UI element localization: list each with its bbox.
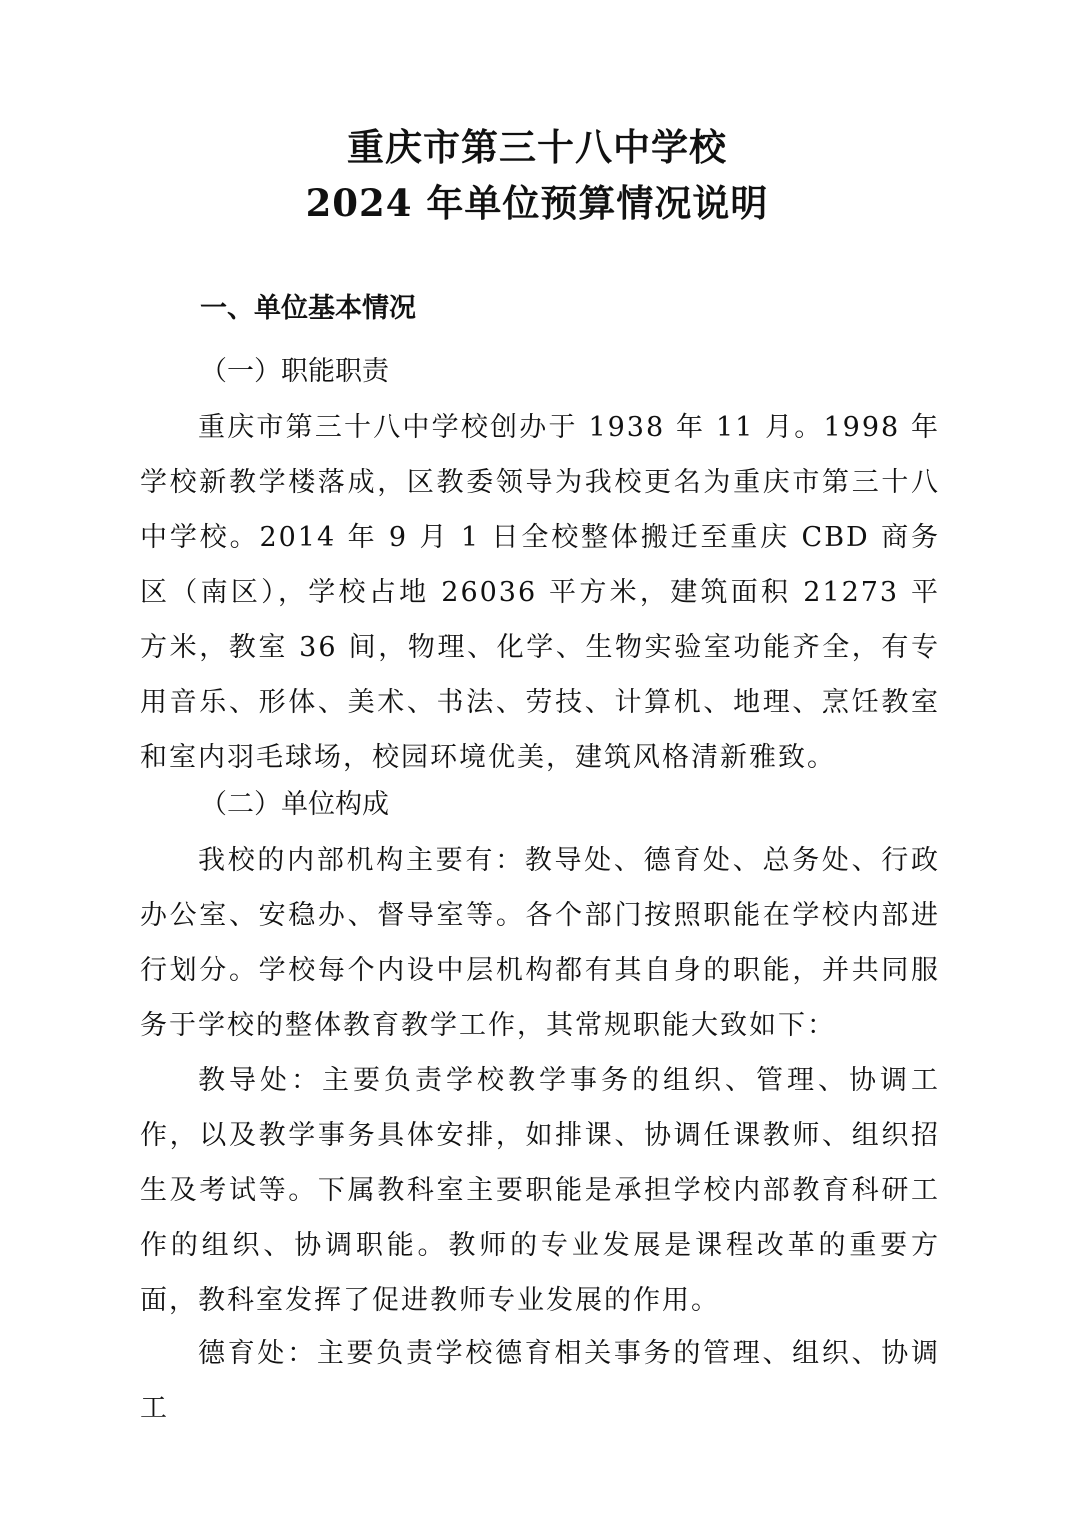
paragraph-academic-affairs: 教导处：主要负责学校教学事务的组织、管理、协调工作，以及教学事务具体安排，如排课、协调任课教师、组织招生及考试等。下属教科室主要职能是承担学校内部教育科研工作的组织、协调职能。教师的专业发展是课程改革的重要方面，教科室发挥了促进教师专业发展的作用。 <box>140 1065 940 1316</box>
paragraph-moral-education: 德育处：主要负责学校德育相关事务的管理、组织、协调工 <box>140 1338 940 1424</box>
subsection-heading-structure: （二）单位构成 <box>200 789 389 820</box>
document-title-line1: 重庆市第三十八中学校 <box>347 125 727 169</box>
paragraph-structure: 我校的内部机构主要有：教导处、德育处、总务处、行政办公室、安稳办、督导室等。各个部门按照职能在学校内部进行划分。学校每个内设中层机构都有其自身的职能，并共同服务于学校的整体教育教学工作，其常规职能大致如下： <box>140 845 940 1041</box>
paragraph-functions: 重庆市第三十八中学校创办于 1938 年 11 月。1998 年学校新教学楼落成，区教委领导为我校更名为重庆市第三十八中学校。2014 年 9 月 1 日全校整体搬迁至重庆 CBD 商务区（南区），学校占地 26036 平方米，建筑面积 21273 平方米，教室 36 间，物理、化学、生物实验室功能齐全，有专用音乐、形体、美术、书法、劳技、计算机、地理、烹饪教室和室内羽毛球场，校园环境优美，建筑风格清新雅致。 <box>140 412 940 773</box>
document-title-line2: 2024 年单位预算情况说明 <box>305 181 769 225</box>
subsection-heading-functions: （一）职能职责 <box>200 356 389 387</box>
section-heading-basic-info: 一、单位基本情况 <box>200 293 416 324</box>
